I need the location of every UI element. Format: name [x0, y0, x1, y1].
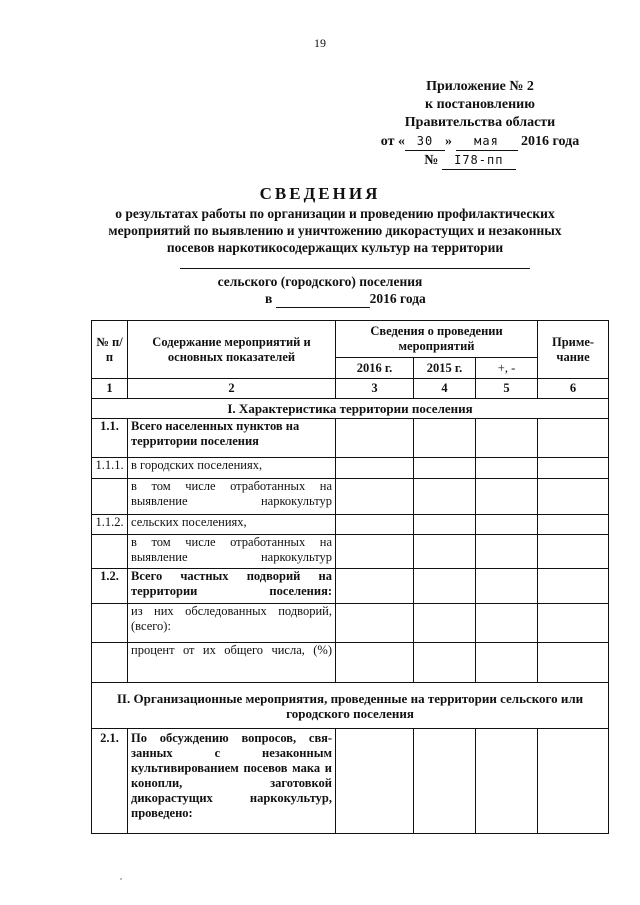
col-num-5: 5	[476, 379, 538, 399]
section-1-title: I. Характеристика территории поселения	[92, 399, 609, 419]
table-row	[92, 515, 609, 535]
decree-number: I78-пп	[442, 151, 516, 170]
table-row	[92, 643, 609, 683]
header-num: № п/п	[92, 321, 128, 379]
header-2015: 2015 г.	[414, 358, 476, 379]
report-table	[91, 320, 609, 834]
row-text: Всего населенных пунктов на территории поселения	[128, 419, 336, 458]
row-num: 1.2.	[92, 569, 128, 604]
row-num: 1.1.	[92, 419, 128, 458]
row-text: сельских поселениях,	[128, 515, 336, 535]
appendix-number: № I78-пп	[340, 151, 600, 170]
table-row	[92, 729, 609, 834]
row-text: процент от их общего числа, (%)	[128, 643, 336, 683]
col-num-2: 2	[128, 379, 336, 399]
table-row	[92, 419, 609, 458]
scan-speck	[120, 878, 122, 880]
header-content: Содержание мероприятий и основных показателей	[128, 321, 336, 379]
row-num: 1.1.1.	[92, 458, 128, 479]
row-text: Всего частных подворий на территории поселения:	[128, 569, 336, 604]
row-text: из них обследованных подворий, (всего):	[128, 604, 336, 643]
table-row	[92, 569, 609, 604]
col-num-4: 4	[414, 379, 476, 399]
section-row	[92, 399, 609, 419]
column-number-row	[92, 379, 609, 399]
year-blank	[276, 291, 370, 308]
row-text: в том числе отработанных на выявление наркокультур	[128, 535, 336, 569]
settlement-label: сельского (городского) поселения	[217, 274, 423, 289]
appendix-line1: Приложение № 2	[426, 79, 534, 94]
row-num	[92, 479, 128, 515]
header-info: Сведения о проведении мероприятий	[336, 321, 538, 358]
header-2016: 2016 г.	[336, 358, 414, 379]
row-text: По обсуждению вопросов, свя-занных с незаконным культивированием посевов мака и конопли, заготовкой дикорастущих наркокультур, проведено:	[128, 729, 336, 834]
row-num	[92, 643, 128, 683]
appendix-date: от « 30 » мая 2016 года	[380, 134, 580, 149]
col-num-1: 1	[92, 379, 128, 399]
table-row	[92, 604, 609, 643]
row-text: в том числе отработанных на выявление наркокультур	[128, 479, 336, 515]
row-num: 1.1.2.	[92, 515, 128, 535]
appendix-line2: к постановлению	[425, 97, 535, 112]
section-row	[92, 683, 609, 729]
section-2-title: II. Организационные мероприятия, проведенные на территории сельского или городского поселения	[92, 683, 609, 729]
date-day: 30	[405, 132, 445, 151]
table-row	[92, 535, 609, 569]
document-subtitle: о результатах работы по организации и проведению профилактических мероприятий по выявлению и уничтожению дикорастущих и незаконных посевов наркотикосодержащих культур на территории	[108, 206, 562, 255]
row-num	[92, 604, 128, 643]
table-row	[92, 479, 609, 515]
page-number: 19	[314, 36, 326, 50]
row-num	[92, 535, 128, 569]
table-row	[92, 458, 609, 479]
col-num-3: 3	[336, 379, 414, 399]
col-num-6: 6	[538, 379, 609, 399]
document-title: СВЕДЕНИЯ	[259, 184, 381, 203]
header-diff: +, -	[476, 358, 538, 379]
appendix-line3: Правительства области	[404, 115, 556, 130]
date-month: мая	[456, 132, 518, 151]
year-line: в 2016 года	[265, 291, 426, 306]
header-note: Приме-чание	[538, 321, 609, 379]
row-num: 2.1.	[92, 729, 128, 834]
appendix-block	[360, 78, 600, 170]
header-row	[92, 321, 609, 358]
row-text: в городских поселениях,	[128, 458, 336, 479]
settlement-blank-line	[180, 268, 530, 269]
